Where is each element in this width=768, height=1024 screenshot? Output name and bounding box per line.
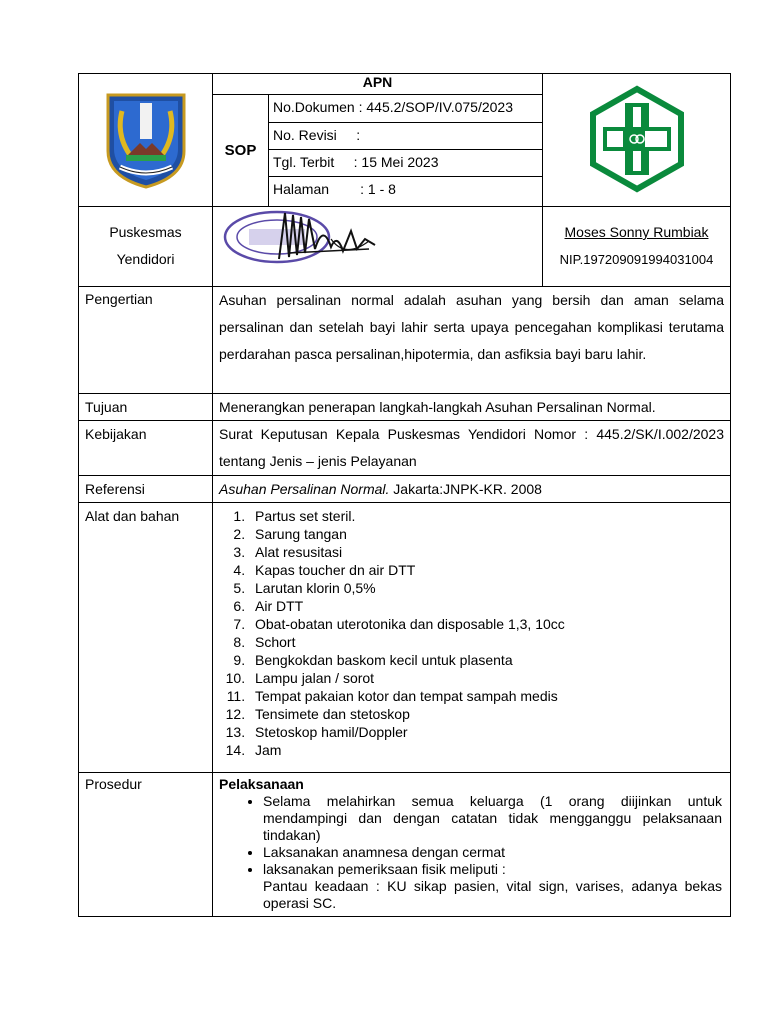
kebijakan-label: Kebijakan xyxy=(79,421,213,476)
prosedur-cell xyxy=(213,773,731,917)
tujuan-text: Menerangkan penerapan langkah-langkah Asuhan Persalinan Normal. xyxy=(213,394,731,421)
issue-date: Tgl. Terbit : 15 Mei 2023 xyxy=(269,150,543,177)
puskesmas-logo-icon xyxy=(583,85,691,193)
document-title: APN xyxy=(213,74,543,95)
equipment-item: 2. Sarung tangan xyxy=(249,525,724,543)
prosedur-heading: Pelaksanaan xyxy=(219,776,304,792)
alat-list-cell xyxy=(213,503,731,773)
equipment-item: 9. Bengkokdan baskom kecil untuk plasenta xyxy=(249,651,724,669)
equipment-item: 14. Jam xyxy=(249,741,724,759)
equipment-item: 5. Larutan klorin 0,5% xyxy=(249,579,724,597)
sop-label: SOP xyxy=(213,95,269,207)
procedure-subitem: Pantau keadaan : KU sikap pasien, vital sign, varises, adanya bekas operasi SC. xyxy=(263,878,722,911)
regional-emblem-icon xyxy=(100,89,192,189)
kebijakan-text: Surat Keputusan Kepala Puskesmas Yendidori Nomor : 445.2/SK/I.002/2023 tentang Jenis – jenis Pelayanan xyxy=(213,421,731,476)
equipment-item: 3. Alat resusitasi xyxy=(249,543,724,561)
equipment-item: 7. Obat-obatan uterotonika dan disposable 1,3, 10cc xyxy=(249,615,724,633)
puskesmas-logo-cell xyxy=(543,74,731,207)
procedure-item: • laksanakan pemeriksaan fisik meliputi : Pantau keadaan : KU sikap pasien, vital sign, varises, adanya bekas operasi SC. xyxy=(263,861,724,912)
prosedur-label: Prosedur xyxy=(79,773,213,917)
referensi-label: Referensi xyxy=(79,476,213,503)
equipment-item: 1. Partus set steril. xyxy=(249,507,724,525)
page-range: Halaman : 1 - 8 xyxy=(269,177,543,207)
stamp-signature-cell xyxy=(213,207,543,287)
referensi-publisher: Jakarta:JNPK-KR. 2008 xyxy=(389,481,542,497)
equipment-list xyxy=(219,507,724,759)
procedure-list xyxy=(219,793,724,912)
alat-label: Alat dan bahan xyxy=(79,503,213,773)
equipment-item: 8. Schort xyxy=(249,633,724,651)
regional-logo-cell xyxy=(79,74,213,207)
official-stamp-signature-icon xyxy=(219,209,389,265)
pengertian-label: Pengertian xyxy=(79,287,213,394)
sop-document-table xyxy=(78,73,731,917)
referensi-text xyxy=(213,476,731,503)
pengertian-text: Asuhan persalinan normal adalah asuhan yang bersih dan aman selama persalinan dan setelah bayi lahir serta upaya pencegahan komplikasi terutama perdarahan pasca persalinan,hipotermia, dan asfiksia bayi baru lahir. xyxy=(213,287,731,394)
procedure-item: • Selama melahirkan semua keluarga (1 orang diijinkan untuk mendampingi dan dengan catatan tidak mengganggu pelaksanaan tindakan) xyxy=(263,793,724,844)
equipment-item: 4. Kapas toucher dn air DTT xyxy=(249,561,724,579)
doc-number: No.Dokumen : 445.2/SOP/IV.075/2023 xyxy=(269,95,543,123)
equipment-item: 10. Lampu jalan / sorot xyxy=(249,669,724,687)
head-name: Moses Sonny Rumbiak xyxy=(564,224,709,240)
equipment-item: 13. Stetoskop hamil/Doppler xyxy=(249,723,724,741)
head-nip: NIP.197209091994031004 xyxy=(559,252,714,267)
referensi-title: Asuhan Persalinan Normal. xyxy=(219,481,390,497)
organization-line1: Puskesmas xyxy=(109,224,182,240)
equipment-item: 12. Tensimete dan stetoskop xyxy=(249,705,724,723)
organization-cell xyxy=(79,207,213,287)
revision-number: No. Revisi : xyxy=(269,123,543,150)
procedure-item: • Laksanakan anamnesa dengan cermat xyxy=(263,844,724,861)
tujuan-label: Tujuan xyxy=(79,394,213,421)
head-of-puskesmas-cell xyxy=(543,207,731,287)
equipment-item: 11. Tempat pakaian kotor dan tempat sampah medis xyxy=(249,687,724,705)
organization-line2: Yendidori xyxy=(116,251,175,267)
equipment-item: 6. Air DTT xyxy=(249,597,724,615)
